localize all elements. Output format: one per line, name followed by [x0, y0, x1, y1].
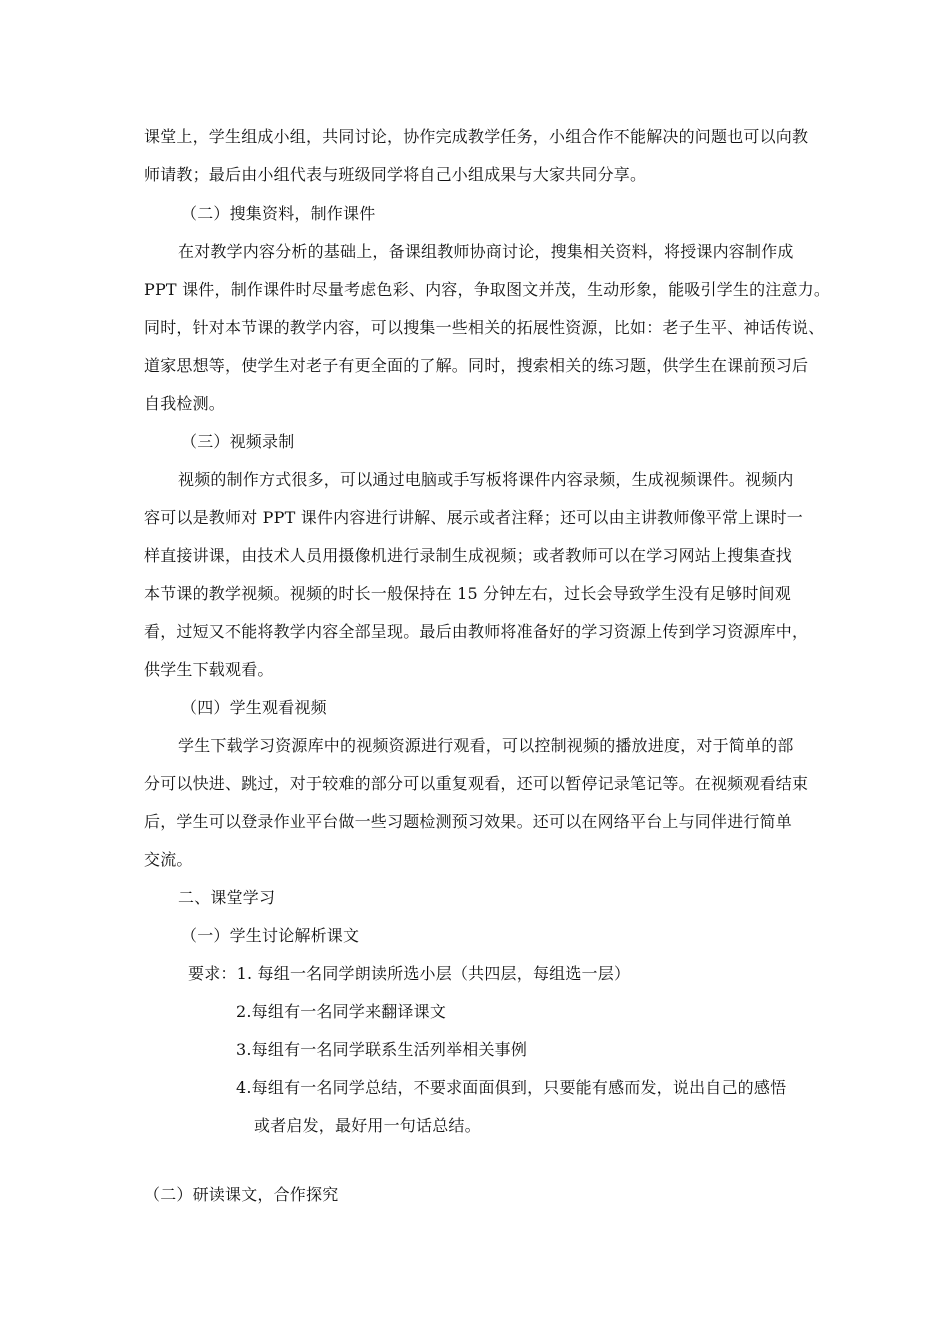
paragraph-collab-line-2: 师请教；最后由小组代表与班级同学将自己小组成果与大家共同分享。 — [144, 165, 647, 184]
paragraph-collect-line-1: 在对教学内容分析的基础上，备课组教师协商讨论，搜集相关资料，将授课内容制作成 — [178, 242, 794, 261]
paragraph-watch-line-4: 交流。 — [144, 850, 193, 869]
section-heading-study-text: （二）研读课文，合作探究 — [144, 1185, 339, 1204]
requirement-item-2: 2.每组有一名同学来翻译课文 — [236, 1002, 447, 1021]
section-heading-watch-video: （四）学生观看视频 — [181, 698, 327, 717]
section-heading-video-recording: （三）视频录制 — [181, 432, 295, 451]
paragraph-collab-line-1: 课堂上，学生组成小组，共同讨论，协作完成教学任务，小组合作不能解决的问题也可以向教 — [144, 127, 809, 146]
paragraph-watch-line-1: 学生下载学习资源库中的视频资源进行观看，可以控制视频的播放进度，对于简单的部 — [178, 736, 794, 755]
requirement-item-1: 要求：1. 每组一名同学朗读所选小层（共四层，每组选一层） — [188, 964, 631, 983]
paragraph-collect-line-3: 同时，针对本节课的教学内容，可以搜集一些相关的拓展性资源，比如：老子生平、神话传说、 — [144, 318, 825, 337]
paragraph-video-line-1: 视频的制作方式很多，可以通过电脑或手写板将课件内容录频，生成视频课件。视频内 — [178, 470, 794, 489]
paragraph-video-line-6: 供学生下载观看。 — [144, 660, 274, 679]
section-heading-collect-materials: （二）搜集资料，制作课件 — [181, 204, 376, 223]
section-heading-student-discussion: （一）学生讨论解析课文 — [181, 926, 360, 945]
requirement-item-4-line-2: 或者启发，最好用一句话总结。 — [254, 1116, 481, 1135]
paragraph-video-line-5: 看，过短又不能将教学内容全部呈现。最后由教师将准备好的学习资源上传到学习资源库中， — [144, 622, 809, 641]
paragraph-watch-line-3: 后，学生可以登录作业平台做一些习题检测预习效果。还可以在网络平台上与同伴进行简单 — [144, 812, 793, 831]
paragraph-watch-line-2: 分可以快进、跳过，对于较难的部分可以重复观看，还可以暂停记录笔记等。在视频观看结束 — [144, 774, 809, 793]
paragraph-collect-line-2: PPT 课件，制作课件时尽量考虑色彩、内容，争取图文并茂，生动形象，能吸引学生的注意力。 — [144, 280, 831, 299]
requirement-item-4-line-1: 4.每组有一名同学总结，不要求面面俱到，只要能有感而发，说出自己的感悟 — [236, 1078, 787, 1097]
section-heading-classroom-learning: 二、课堂学习 — [178, 888, 276, 907]
paragraph-video-line-2: 容可以是教师对 PPT 课件内容进行讲解、展示或者注释；还可以由主讲教师像平常上课时一 — [144, 508, 803, 527]
paragraph-video-line-4: 本节课的教学视频。视频的时长一般保持在 15 分钟左右，过长会导致学生没有足够时间观 — [144, 584, 791, 603]
requirement-item-3: 3.每组有一名同学联系生活列举相关事例 — [236, 1040, 528, 1059]
paragraph-collect-line-4: 道家思想等，使学生对老子有更全面的了解。同时，搜索相关的练习题，供学生在课前预习后 — [144, 356, 809, 375]
paragraph-collect-line-5: 自我检测。 — [144, 394, 226, 413]
paragraph-video-line-3: 样直接讲课，由技术人员用摄像机进行录制生成视频；或者教师可以在学习网站上搜集查找 — [144, 546, 793, 565]
